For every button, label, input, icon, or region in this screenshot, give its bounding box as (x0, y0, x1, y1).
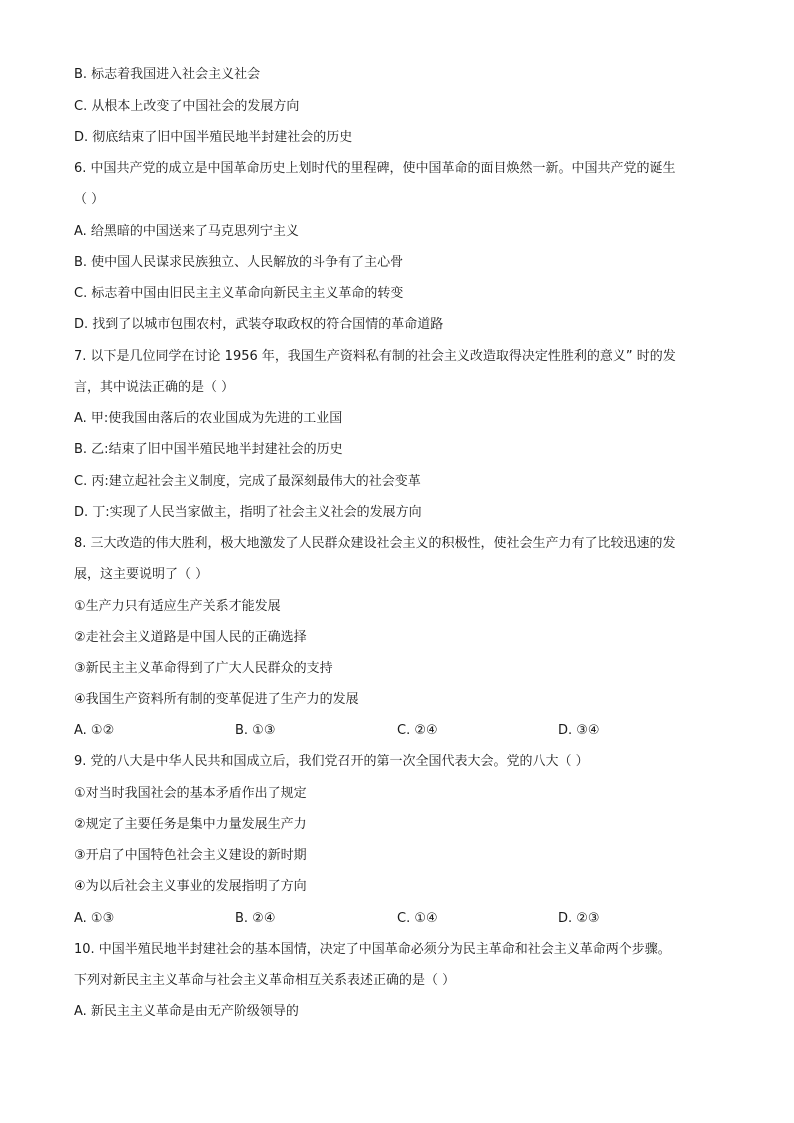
q9-item-1: ①对当时我国社会的基本矛盾作出了规定 (74, 786, 307, 801)
q8-option-d: D. ③④ (558, 723, 600, 738)
q8-item-3: ③新民主主义革命得到了广大人民群众的支持 (74, 661, 333, 676)
q8-item-4: ④我国生产资料所有制的变革促进了生产力的发展 (74, 692, 359, 707)
q10-option-a: A. 新民主主义革命是由无产阶级领导的 (74, 1004, 299, 1019)
q7-option-d: D. 丁:实现了人民当家做主，指明了社会主义社会的发展方向 (74, 505, 422, 520)
q8-option-a: A. ①② (74, 723, 115, 738)
q9-item-2: ②规定了主要任务是集中力量发展生产力 (74, 817, 307, 832)
q10-stem: 10. 中国半殖民地半封建社会的基本国情，决定了中国革命必须分为民主革命和社会主义革命两个步骤。 (74, 942, 671, 957)
q8-option-b: B. ①③ (235, 723, 276, 738)
q9-option-b: B. ②④ (235, 911, 276, 926)
q10-stem-cont: 下列对新民主主义革命与社会主义革命相互关系表述正确的是（ ） (74, 973, 456, 988)
q8-stem: 8. 三大改造的伟大胜利，极大地激发了人民群众建设社会主义的积极性，使社会生产力有了比较迅速的发 (74, 536, 676, 551)
q6-option-c: C. 标志着中国由旧民主主义革命向新民主主义革命的转变 (74, 286, 404, 301)
q5-option-b: B. 标志着我国进入社会主义社会 (74, 67, 261, 82)
q9-item-3: ③开启了中国特色社会主义建设的新时期 (74, 848, 307, 863)
q8-item-1: ①生产力只有适应生产关系才能发展 (74, 599, 281, 614)
q5-option-c: C. 从根本上改变了中国社会的发展方向 (74, 99, 300, 114)
q9-option-a: A. ①③ (74, 911, 115, 926)
q6-option-d: D. 找到了以城市包围农村，武装夺取政权的符合国情的革命道路 (74, 317, 444, 332)
q9-item-4: ④为以后社会主义事业的发展指明了方向 (74, 879, 307, 894)
q7-stem: 7. 以下是几位同学在讨论 1956 年，我国生产资料私有制的社会主义改造取得决定性胜利的意义” 时的发 (74, 349, 676, 364)
q8-item-2: ②走社会主义道路是中国人民的正确选择 (74, 630, 307, 645)
q6-stem-cont: （ ） (74, 192, 105, 207)
q7-option-b: B. 乙:结束了旧中国半殖民地半封建社会的历史 (74, 442, 343, 457)
q8-stem-cont: 展，这主要说明了（ ） (74, 567, 209, 582)
q9-option-d: D. ②③ (558, 911, 600, 926)
q7-stem-cont: 言，其中说法正确的是（ ） (74, 380, 235, 395)
q5-option-d: D. 彻底结束了旧中国半殖民地半封建社会的历史 (74, 130, 353, 145)
q9-stem: 9. 党的八大是中华人民共和国成立后，我们党召开的第一次全国代表大会。党的八大（ ） (74, 754, 589, 769)
q6-option-b: B. 使中国人民谋求民族独立、人民解放的斗争有了主心骨 (74, 255, 404, 270)
q6-option-a: A. 给黑暗的中国送来了马克思列宁主义 (74, 224, 299, 239)
q6-stem: 6. 中国共产党的成立是中国革命历史上划时代的里程碑，使中国革命的面目焕然一新。中国共产党的诞生 (74, 161, 676, 176)
q7-option-c: C. 丙:建立起社会主义制度，完成了最深刻最伟大的社会变革 (74, 474, 421, 489)
q9-option-c: C. ①④ (397, 911, 438, 926)
q8-option-c: C. ②④ (397, 723, 438, 738)
q7-option-a: A. 甲:使我国由落后的农业国成为先进的工业国 (74, 411, 343, 426)
